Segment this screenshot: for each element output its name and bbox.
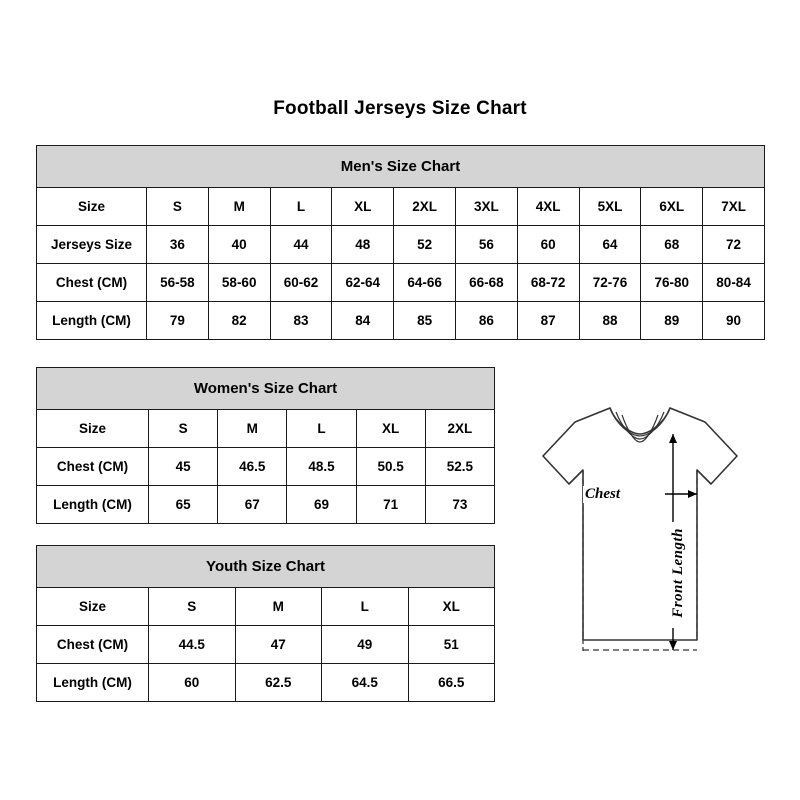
cell: 68 [641, 226, 703, 264]
cell: 36 [147, 226, 209, 264]
cell: 52.5 [425, 448, 494, 486]
cell: 56 [455, 226, 517, 264]
cell: 64 [579, 226, 641, 264]
cell: 82 [208, 302, 270, 340]
cell: 67 [218, 486, 287, 524]
table-header-row [37, 368, 495, 410]
womens-size-table [36, 367, 495, 524]
table-row [37, 588, 495, 626]
cell: 72-76 [579, 264, 641, 302]
cell: 71 [356, 486, 425, 524]
cell: 4XL [517, 188, 579, 226]
cell: 5XL [579, 188, 641, 226]
cell: M [218, 410, 287, 448]
womens-size-chart-section [36, 367, 495, 524]
cell: 76-80 [641, 264, 703, 302]
chest-measure-label: Chest [585, 486, 621, 502]
table-row [37, 188, 765, 226]
table-row [37, 486, 495, 524]
cell: 66-68 [455, 264, 517, 302]
cell: 3XL [455, 188, 517, 226]
cell: 60 [149, 664, 236, 702]
cell: 83 [270, 302, 332, 340]
jersey-measurement-diagram [505, 400, 775, 690]
cell: 89 [641, 302, 703, 340]
womens-table-caption: Women's Size Chart [37, 368, 495, 410]
page-title: Football Jerseys Size Chart [273, 98, 527, 119]
cell: 2XL [425, 410, 494, 448]
youth-size-chart-section [36, 545, 495, 702]
row-label-chest: Chest (CM) [37, 448, 149, 486]
cell: L [270, 188, 332, 226]
cell: L [322, 588, 409, 626]
row-label-length: Length (CM) [37, 302, 147, 340]
cell: 48.5 [287, 448, 356, 486]
table-row [37, 226, 765, 264]
table-header-row [37, 546, 495, 588]
cell: 2XL [394, 188, 456, 226]
cell: XL [356, 410, 425, 448]
mens-size-table [36, 145, 765, 340]
cell: 88 [579, 302, 641, 340]
cell: 44 [270, 226, 332, 264]
mens-size-chart-section [36, 145, 765, 340]
cell: 60 [517, 226, 579, 264]
mens-table-caption: Men's Size Chart [37, 146, 765, 188]
row-label-size: Size [37, 188, 147, 226]
cell: 40 [208, 226, 270, 264]
cell: 66.5 [408, 664, 495, 702]
cell: 65 [149, 486, 218, 524]
cell: M [235, 588, 322, 626]
cell: 87 [517, 302, 579, 340]
cell: L [287, 410, 356, 448]
row-label-length: Length (CM) [37, 664, 149, 702]
row-label-size: Size [37, 410, 149, 448]
cell: M [208, 188, 270, 226]
cell: 6XL [641, 188, 703, 226]
cell: 62-64 [332, 264, 394, 302]
table-row [37, 410, 495, 448]
cell: 45 [149, 448, 218, 486]
row-label-chest: Chest (CM) [37, 626, 149, 664]
cell: 69 [287, 486, 356, 524]
youth-table-caption: Youth Size Chart [37, 546, 495, 588]
jersey-shirt-icon [505, 400, 775, 690]
cell: 73 [425, 486, 494, 524]
table-header-row [37, 146, 765, 188]
table-row [37, 448, 495, 486]
cell: 80-84 [703, 264, 765, 302]
front-length-measure-label: Front Length [668, 528, 689, 618]
cell: 64.5 [322, 664, 409, 702]
cell: 58-60 [208, 264, 270, 302]
cell: 44.5 [149, 626, 236, 664]
cell: 62.5 [235, 664, 322, 702]
cell: 90 [703, 302, 765, 340]
table-row [37, 302, 765, 340]
table-row [37, 664, 495, 702]
youth-size-table [36, 545, 495, 702]
row-label-jerseys-size: Jerseys Size [37, 226, 147, 264]
cell: 47 [235, 626, 322, 664]
cell: 46.5 [218, 448, 287, 486]
cell: 51 [408, 626, 495, 664]
cell: S [149, 410, 218, 448]
cell: 60-62 [270, 264, 332, 302]
cell: 72 [703, 226, 765, 264]
cell: 52 [394, 226, 456, 264]
cell: S [147, 188, 209, 226]
cell: 7XL [703, 188, 765, 226]
row-label-length: Length (CM) [37, 486, 149, 524]
cell: 68-72 [517, 264, 579, 302]
cell: 86 [455, 302, 517, 340]
table-row [37, 626, 495, 664]
cell: 48 [332, 226, 394, 264]
cell: 85 [394, 302, 456, 340]
cell: 84 [332, 302, 394, 340]
cell: S [149, 588, 236, 626]
cell: 56-58 [147, 264, 209, 302]
cell: XL [408, 588, 495, 626]
cell: XL [332, 188, 394, 226]
row-label-chest: Chest (CM) [37, 264, 147, 302]
table-row [37, 264, 765, 302]
row-label-size: Size [37, 588, 149, 626]
cell: 79 [147, 302, 209, 340]
cell: 49 [322, 626, 409, 664]
cell: 64-66 [394, 264, 456, 302]
cell: 50.5 [356, 448, 425, 486]
